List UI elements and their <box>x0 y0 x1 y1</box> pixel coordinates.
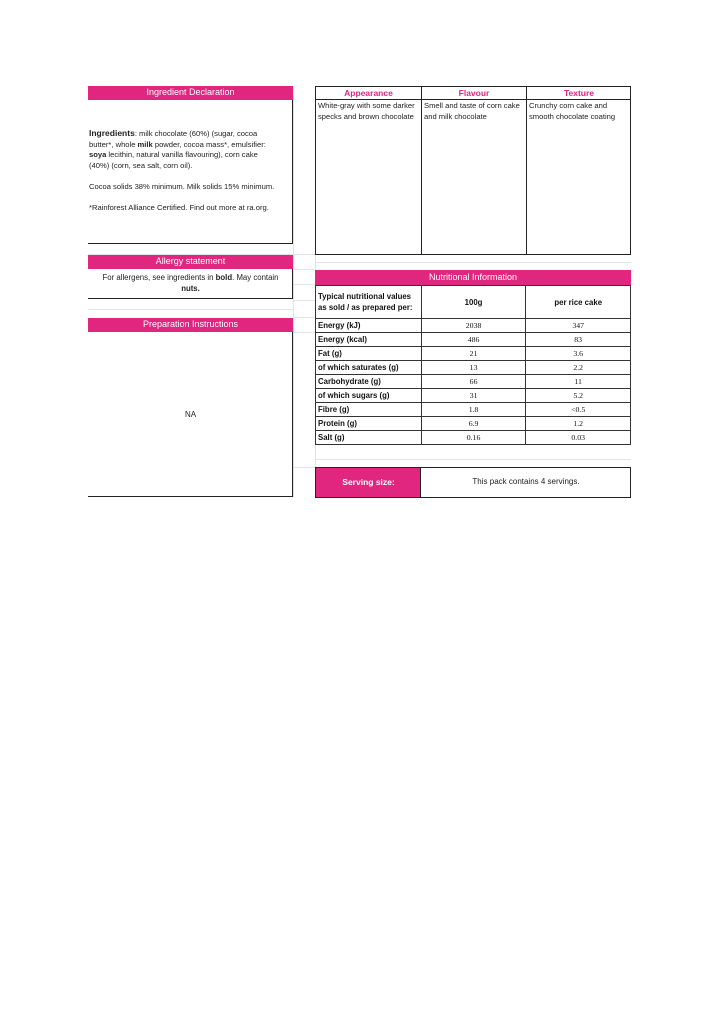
nutrient-value-per-cake: 3.6 <box>526 347 631 361</box>
ingredients-line2a: butter*, whole <box>89 139 138 149</box>
sensory-table <box>315 86 631 255</box>
ingredients-line3: lecithin, natural vanilla flavouring), corn cake <box>106 150 258 159</box>
nutrition-col-100g: 100g <box>421 286 526 319</box>
nutrient-label: Carbohydrate (g) <box>316 375 422 389</box>
flavour-header: Flavour <box>458 88 490 98</box>
rainforest-text: *Rainforest Alliance Certified. Find out more at ra.org. <box>89 202 269 212</box>
nutrient-label: Fibre (g) <box>316 403 422 417</box>
nutrient-label: Protein (g) <box>316 417 422 431</box>
ingredients-text <box>89 128 293 213</box>
table-row <box>316 403 631 417</box>
table-row <box>316 417 631 431</box>
nutrition-table <box>315 285 631 445</box>
nutrient-value-100g: 31 <box>421 389 526 403</box>
nutrient-value-100g: 13 <box>421 361 526 375</box>
nutrient-value-per-cake: <0.5 <box>526 403 631 417</box>
nutrition-column-label: Typical nutritional values as sold / as prepared per: <box>316 286 422 319</box>
texture-value: Crunchy corn cake and smooth chocolate coating <box>529 101 616 121</box>
allergy-text <box>88 273 293 294</box>
texture-header: Texture <box>563 88 595 98</box>
ingredient-declaration-header: Ingredient Declaration <box>88 86 293 100</box>
preparation-header: Preparation Instructions <box>88 318 293 332</box>
nutrient-value-100g: 21 <box>421 347 526 361</box>
table-row <box>316 333 631 347</box>
nutrition-col-per-cake: per rice cake <box>526 286 631 319</box>
nutrient-value-per-cake: 1.2 <box>526 417 631 431</box>
ingredients-line4: (40%) (corn, sea salt, corn oil). <box>89 160 193 170</box>
preparation-box <box>88 332 293 497</box>
table-row <box>316 431 631 445</box>
nutrient-label: of which saturates (g) <box>316 361 422 375</box>
nutrition-header-row <box>316 286 631 319</box>
appearance-header: Appearance <box>344 88 393 98</box>
allergy-statement-header: Allergy statement <box>88 255 293 269</box>
nutrient-value-100g: 0.16 <box>421 431 526 445</box>
serving-size-box <box>315 467 631 498</box>
flavour-value: Smell and taste of corn cake and milk chocolate <box>424 101 520 121</box>
cocoa-solids-text: Cocoa solids 38% minimum. Milk solids 15% minimum. <box>89 182 275 191</box>
nutrient-value-per-cake: 347 <box>526 319 631 333</box>
ingredient-declaration-box <box>88 100 293 244</box>
appearance-value: White-gray with some darker specks and brown chocolate <box>318 101 415 121</box>
nutritional-info-header: Nutritional Information <box>315 270 631 285</box>
ingredients-label: Ingredients <box>89 128 135 138</box>
allergy-nuts: nuts. <box>181 283 200 293</box>
serving-size-value: This pack contains 4 servings. <box>472 477 580 486</box>
nutrient-label: Energy (kJ) <box>316 319 422 333</box>
table-row <box>316 347 631 361</box>
table-row <box>316 319 631 333</box>
serving-size-label-cell <box>316 468 421 497</box>
allergy-text-a: For allergens, see ingredients in <box>102 273 216 282</box>
nutrient-label: of which sugars (g) <box>316 389 422 403</box>
allergy-statement-box <box>88 269 293 299</box>
ingredients-line1: : milk chocolate (60%) (sugar, cocoa <box>134 129 258 138</box>
nutrient-value-100g: 2038 <box>421 319 526 333</box>
nutrient-value-100g: 6.9 <box>421 417 526 431</box>
nutrient-label: Salt (g) <box>316 431 422 445</box>
ingredients-line2b: powder, cocoa mass*, emulsifier: <box>152 139 266 149</box>
table-row <box>316 389 631 403</box>
table-row <box>316 375 631 389</box>
nutrient-value-per-cake: 5.2 <box>526 389 631 403</box>
nutrient-label: Fat (g) <box>316 347 422 361</box>
nutrient-value-100g: 486 <box>421 333 526 347</box>
preparation-value: NA <box>184 410 197 419</box>
allergen-soya: soya <box>89 150 107 159</box>
serving-size-label: Serving size: <box>342 477 395 487</box>
nutrient-value-100g: 66 <box>421 375 526 389</box>
nutrient-value-per-cake: 0.03 <box>526 431 631 445</box>
allergy-bold: bold <box>215 273 233 282</box>
nutrient-label: Energy (kcal) <box>316 333 422 347</box>
table-row <box>316 361 631 375</box>
allergen-milk: milk <box>137 139 153 149</box>
allergy-text-b: . May contain <box>232 273 279 282</box>
nutrient-value-per-cake: 83 <box>526 333 631 347</box>
nutrient-value-100g: 1.8 <box>421 403 526 417</box>
nutrient-value-per-cake: 11 <box>526 375 631 389</box>
nutrient-value-per-cake: 2.2 <box>526 361 631 375</box>
